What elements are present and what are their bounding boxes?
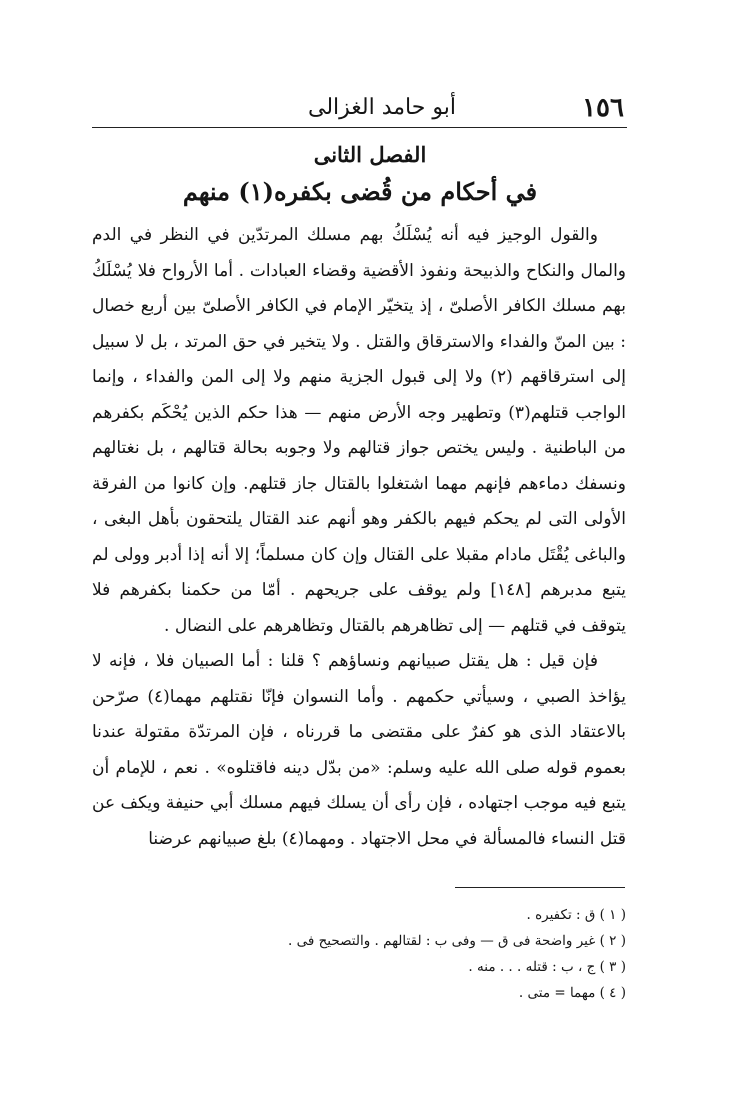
header-rule	[92, 127, 627, 128]
paragraph: والقول الوجيز فيه أنه يُسْلَكُ بهم مسلك المرتدّين في النظر في الدم والمال والنكاح والذبيحة ونفوذ الأقضية وقضاء العبادات . أما الأرواح فلا يُسْلَكُ بهم مسلك الكافر الأصلىّ ، إذ يتخيّر الإمام في الكافر الأصلىّ بين أربع خصال : بين المنّ والفداء والاسترقاق والقتل . ولا يتخير في حق المرتد ، بل لا سبيل إلى استرقاقهم (٢) ولا إلى قبول الجزية منهم ولا إلى المن والفداء ، وإنما الواجب قتلهم(٣) وتطهير وجه الأرض منهم — هذا حكم الذين يُحْكَم بكفرهم من الباطنية . وليس يختص جواز قتالهم ولا وجوبه بحالة قتالهم ، بل نغتالهم ونسفك دماءهم فإنهم مهما اشتغلوا بالقتال جاز قتلهم. وإن كانوا من الفرقة الأولى التى لم يحكم فيهم بالكفر وهو أنهم عند القتال يلتحقون بأهل البغى ، والباغى يُقْتَل مادام مقبلا على القتال وإن كان مسلماً؛ إلا أنه إذا أدبر وولى لم يتبع مدبرهم [١٤٨] ولم يوقف على جريحهم . أمّا من حكمنا بكفرهم فلا يتوقف في قتلهم — إلى تظاهرهم بالقتال وتظاهرهم على النضال .	[92, 225, 627, 636]
footnote: ( ٢ ) غير واضحة فى ق — وفى ب : لقتالهم . والتصحيح فى .	[287, 933, 626, 949]
running-title: أبو حامد الغزالى	[308, 95, 456, 120]
footnote: ( ١ ) ق : تكفيره .	[526, 907, 626, 923]
footnote: ( ٤ ) مهما = متى .	[518, 985, 626, 1001]
footnotes	[126, 902, 626, 1006]
body-text	[92, 218, 626, 857]
paragraph: فإن قيل : هل يقتل صبيانهم ونساؤهم ؟ قلنا : أما الصبيان فلا ، فإنه لا يؤاخذ الصبي ، وسيأتي حكمهم . وأما النسوان فإنّا نقتلهم مهما(٤) صرّحن بالاعتقاد الذى هو كفرٌ على مقتضى ما قررناه ، فإن المرتدّة مقتولة عندنا بعموم قوله صلى الله عليه وسلم: «من بدّل دينه فاقتلوه» . نعم ، للإمام أن يتبع فيه موجب اجتهاده ، فإن رأى أن يسلك فيهم مسلك أبي حنيفة ويكف عن قتل النساء فالمسألة في محل الاجتهاد . ومهما(٤) بلغ صبيانهم عرضنا	[92, 651, 626, 849]
chapter-title: في أحكام من قُضى بكفره(١) منهم	[182, 177, 538, 206]
footnote-rule	[455, 887, 625, 888]
footnote: ( ٣ ) ج ، ب : قتله . . . منه .	[468, 959, 626, 975]
page-header	[92, 88, 624, 128]
section-heading: الفصل الثانى	[313, 142, 427, 167]
page-number: ١٥٦	[582, 93, 624, 123]
